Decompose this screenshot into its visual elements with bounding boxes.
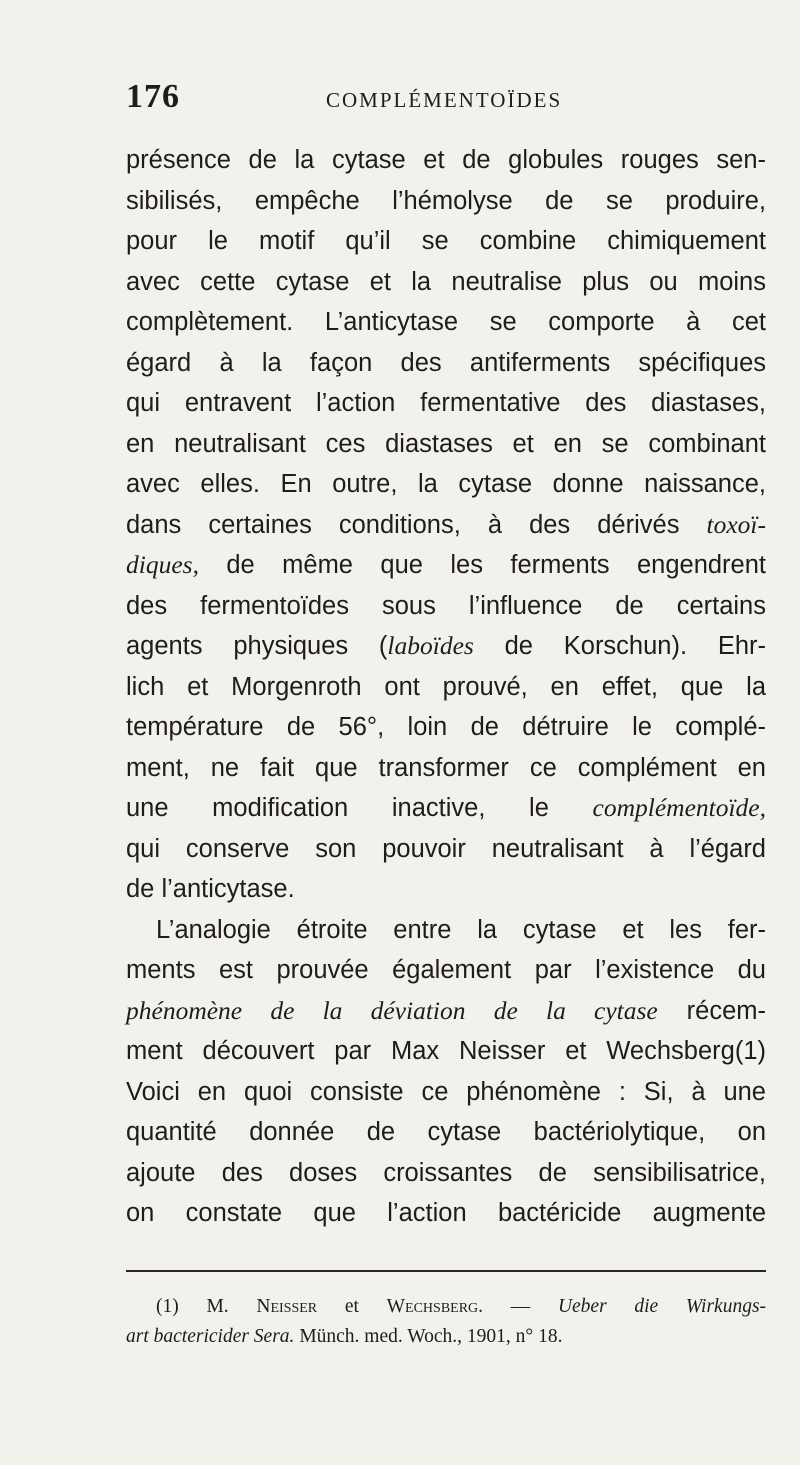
- footnote-divider: [126, 1270, 766, 1272]
- text-segment: de même que les ferments engendrent: [226, 551, 766, 579]
- footnote-text: M.: [206, 1296, 229, 1317]
- footnote-source: Münch. med. Woch., 1901, n° 18.: [299, 1326, 563, 1347]
- text-line: [126, 505, 766, 546]
- footnote-author: Neisser: [256, 1296, 318, 1317]
- footnote-text: et: [344, 1296, 359, 1317]
- text-line: [126, 991, 766, 1032]
- italic-term: complémentoïde,: [592, 793, 766, 822]
- text-line: [126, 545, 766, 586]
- body-text: [126, 140, 766, 1234]
- footnote-marker: (1): [156, 1296, 179, 1317]
- text-segment: ment découvert par Max Neisser et Wechsberg: [126, 1037, 735, 1065]
- italic-term: toxoï-: [706, 509, 766, 539]
- italic-term: laboïdes: [387, 631, 474, 660]
- text-line: température de 56°, loin de détruire le complé-: [126, 713, 766, 741]
- text-segment: une modification inactive, le: [126, 794, 549, 822]
- text-line: lich et Morgenroth ont prouvé, en effet, que la: [126, 672, 766, 701]
- running-title: COMPLÉMENTOÏDES: [326, 88, 563, 112]
- footnote-reference[interactable]: (1): [734, 1037, 766, 1065]
- text-line: égard à la façon des antiferments spécifiques: [126, 348, 766, 377]
- text-line: de l’anticytase.: [126, 875, 295, 903]
- text-line: ajoute des doses croissantes de sensibilisatrice,: [126, 1158, 766, 1187]
- text-line: ments est prouvée également par l’existence du: [126, 956, 766, 984]
- italic-term: phénomène de la déviation de la cytase: [126, 995, 658, 1025]
- footnote-title: Ueber die Wirkungs-: [557, 1296, 767, 1317]
- footnote-author: Wechsberg.: [386, 1296, 484, 1317]
- text-line: L’analogie étroite entre la cytase et les fer-: [156, 915, 766, 944]
- text-line: pour le motif qu’il se combine chimiquement: [126, 227, 766, 255]
- text-line: présence de la cytase et de globules rouges sen-: [126, 146, 766, 174]
- page-header: [126, 78, 766, 122]
- text-line: avec cette cytase et la neutralise plus ou moins: [126, 267, 766, 296]
- footnote: [126, 1292, 766, 1352]
- text-line: on constate que l’action bactéricide augmente: [126, 1199, 766, 1227]
- text-line: Voici en quoi consiste ce phénomène : Si, à une: [126, 1077, 766, 1106]
- text-line: complètement. L’anticytase se comporte à cet: [126, 308, 766, 336]
- footnote-line: [126, 1292, 766, 1322]
- text-line: ment, ne fait que transformer ce complément en: [126, 753, 766, 782]
- italic-term: diques,: [126, 550, 199, 579]
- text-line: quantité donnée de cytase bactériolytique, on: [126, 1118, 766, 1146]
- text-line: en neutralisant ces diastases et en se combinant: [126, 429, 766, 458]
- text-line: [126, 626, 766, 667]
- footnote-line: [126, 1322, 766, 1352]
- text-segment: agents physiques (: [126, 632, 388, 660]
- page-number: 176: [126, 78, 180, 115]
- footnote-title: art bactericider Sera.: [126, 1326, 295, 1347]
- footnote-text: —: [510, 1296, 531, 1317]
- text-line: [126, 788, 766, 829]
- text-segment: de Korschun). Ehr-: [504, 632, 766, 660]
- text-line: des fermentoïdes sous l’influence de certains: [126, 591, 766, 620]
- text-line: qui entravent l’action fermentative des diastases,: [126, 389, 766, 417]
- text-segment: dans certaines conditions, à des dérivés: [126, 510, 680, 539]
- text-line: [126, 1031, 766, 1072]
- text-line: avec elles. En outre, la cytase donne naissance,: [126, 470, 766, 498]
- text-line: qui conserve son pouvoir neutralisant à l’égard: [126, 834, 766, 863]
- text-segment: récem-: [686, 996, 766, 1025]
- text-line: sibilisés, empêche l’hémolyse de se produire,: [126, 186, 766, 215]
